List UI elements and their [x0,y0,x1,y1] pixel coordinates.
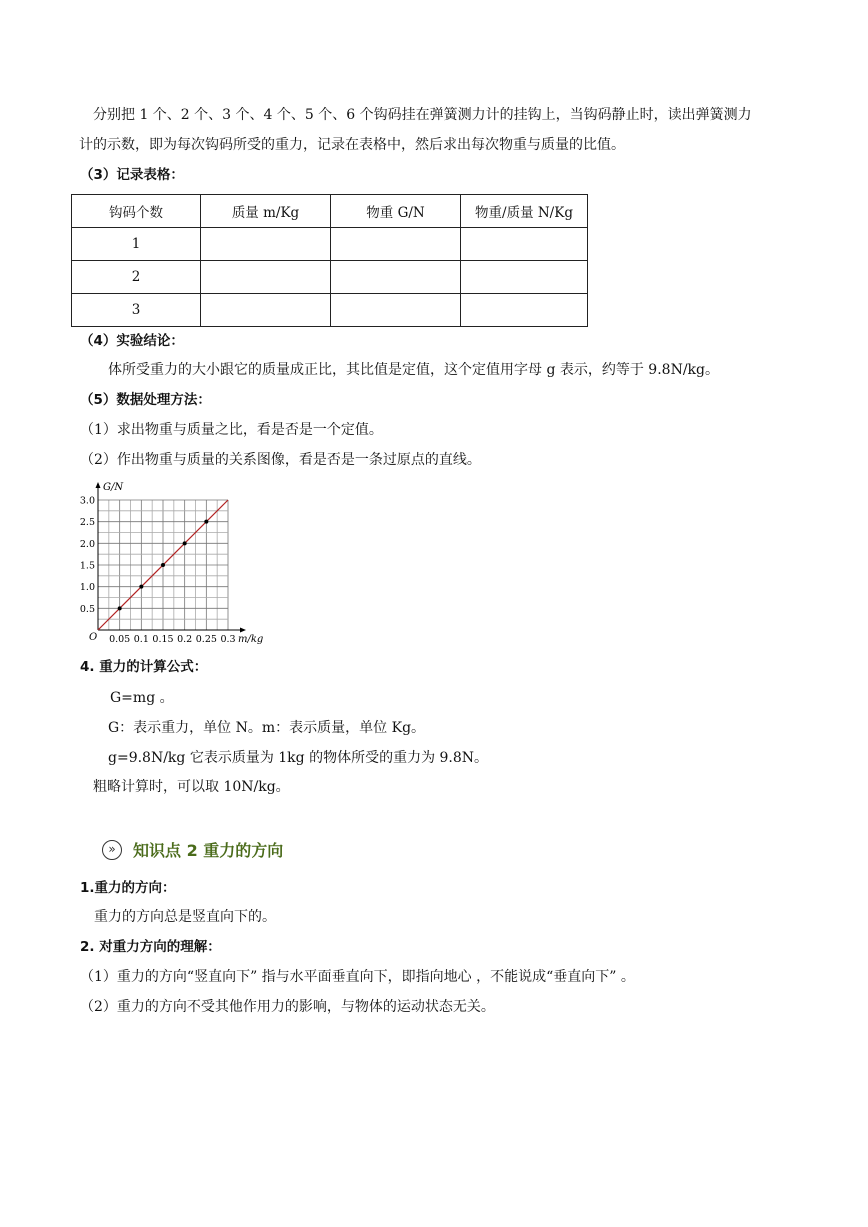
table-cell [461,294,588,327]
table-cell [331,261,461,294]
conclusion-text: 体所受重力的大小跟它的质量成正比，其比值是定值，这个定值用字母 g 表示，约等于 9.8N/kg。 [108,362,719,378]
formula-heading: 4. 重力的计算公式： [80,659,208,675]
direction-item-2: （2）重力的方向不受其他作用力的影响，与物体的运动状态无关。 [80,999,495,1015]
method-item-1: （1）求出物重与质量之比，看是否是一个定值。 [80,422,383,438]
table-cell [201,261,331,294]
x-tick-label: 0.2 [177,634,193,645]
direction-item-1: （1）重力的方向“竖直向下” 指与水平面垂直向下，即指向地心 ，不能说成“垂直向下” 。 [80,969,635,985]
chevron-right-icon: » [102,840,122,860]
section-5-heading: （5）数据处理方法： [80,392,211,408]
table-cell [331,228,461,261]
x-axis-label: m/kg [238,634,264,645]
record-table [71,194,588,327]
table-cell [201,228,331,261]
data-point [183,541,187,545]
procedure-line-2: 计的示数，即为每次钩码所受的重力，记录在表格中，然后求出每次物重与质量的比值。 [79,137,625,153]
section-4-heading: （4）实验结论： [80,333,184,349]
origin-label: O [89,632,98,643]
table-header-row [72,195,588,228]
formula-definition-1: G：表示重力，单位 N。m：表示质量，单位 Kg。 [108,720,426,736]
table-header: 质量 m/Kg [201,195,331,228]
y-tick-label: 1.0 [79,582,95,594]
procedure-line-1: 分别把 1 个、2 个、3 个、4 个、5 个、6 个钩码挂在弹簧测力计的挂钩上，当钩码静止时，读出弹簧测力 [93,107,752,123]
x-tick-label: 0.3 [220,634,236,645]
x-tick-label: 0.15 [152,634,174,645]
table-header: 物重/质量 N/Kg [461,195,588,228]
data-point [139,585,143,589]
table-row [72,228,588,261]
formula-approx: 粗略计算时，可以取 10N/kg。 [93,779,290,795]
table-cell: 1 [72,228,201,261]
direction-heading-2: 2. 对重力方向的理解： [80,939,221,955]
y-tick-label: 2.0 [79,538,95,550]
table-cell: 3 [72,294,201,327]
y-axis-label: G/N [103,482,124,493]
formula-definition-2: g=9.8N/kg 它表示质量为 1kg 的物体所受的重力为 9.8N。 [108,750,489,766]
x-axis-arrow [240,628,246,633]
table-cell [331,294,461,327]
direction-text-1: 重力的方向总是竖直向下的。 [94,909,276,925]
y-tick-label: 2.5 [79,517,95,529]
table-cell [201,294,331,327]
formula-equation: G=mg 。 [110,690,174,706]
y-tick-label: 0.5 [79,603,95,615]
table-row [72,261,588,294]
table-cell [461,261,588,294]
table-header: 钩码个数 [72,195,201,228]
y-tick-label: 1.5 [79,560,95,572]
table-cell [461,228,588,261]
data-point [118,606,122,610]
x-tick-label: 0.05 [109,634,131,645]
y-axis-arrow [96,482,101,488]
y-tick-label: 3.0 [79,495,95,507]
data-point [161,563,165,567]
knowledge-point-2-title: 知识点 2 重力的方向 [133,841,284,860]
direction-heading-1: 1.重力的方向： [80,880,176,896]
x-tick-label: 0.25 [195,634,217,645]
table-row [72,294,588,327]
method-item-2: （2）作出物重与质量的关系图像，看是否是一条过原点的直线。 [80,452,481,468]
section-3-heading: （3）记录表格： [80,167,184,183]
x-tick-label: 0.1 [133,634,149,645]
table-header: 物重 G/N [331,195,461,228]
weight-mass-chart [78,474,278,650]
data-point [204,520,208,524]
table-cell: 2 [72,261,201,294]
